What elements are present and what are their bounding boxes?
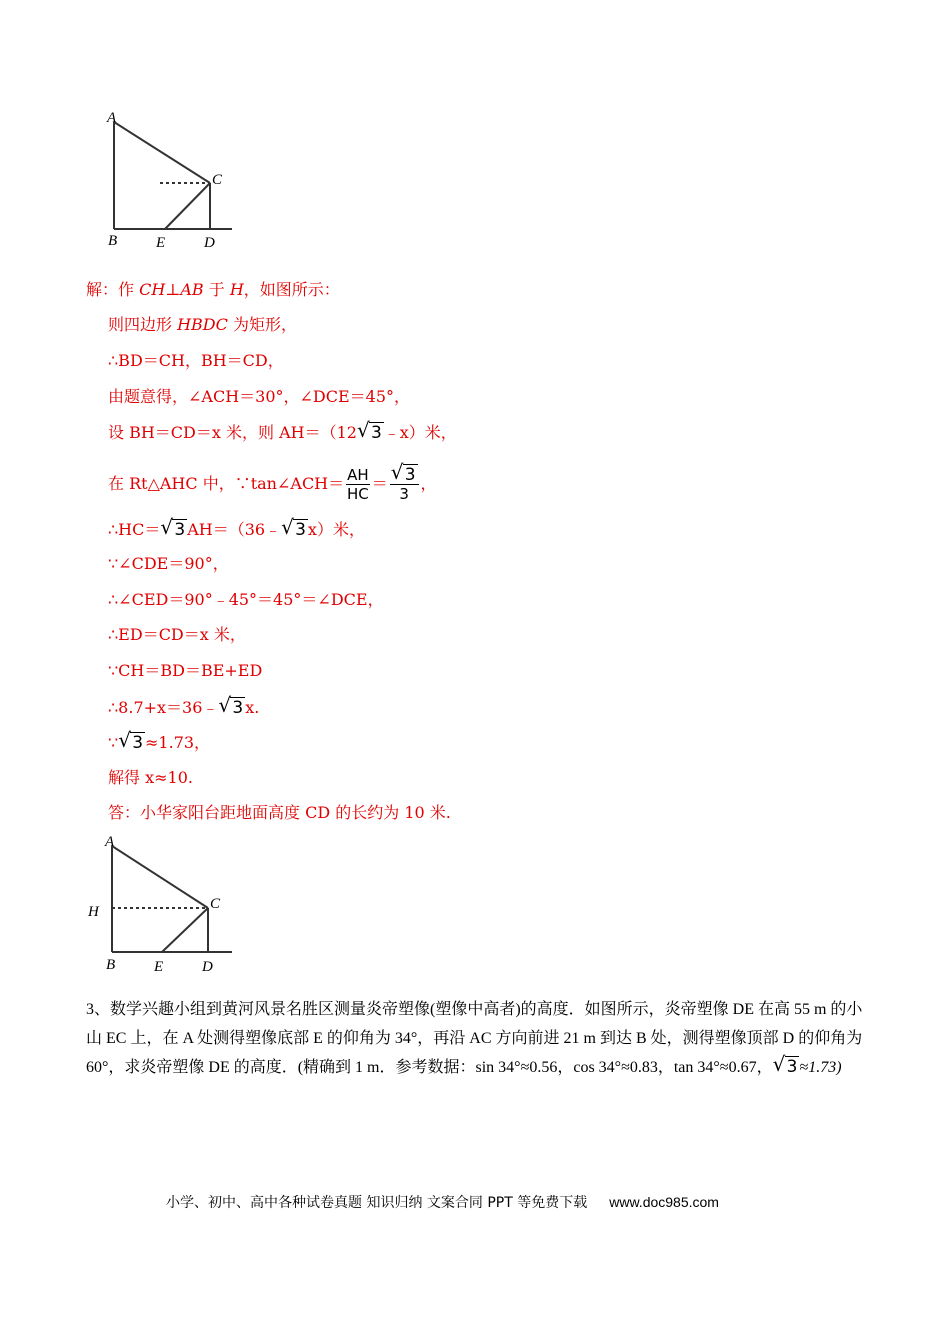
question-3 — [86, 995, 876, 1082]
footer-text: 小学、初中、高中各种试卷真题 知识归纳 文案合同 PPT 等免费下载 — [166, 1195, 588, 1211]
footer-url: www.doc985.com — [609, 1194, 719, 1210]
fraction-ah-hc: $\frac{AH}{HC}$ — [347, 466, 369, 503]
label-e: E — [154, 959, 164, 975]
solution-answer: 答：小华家阳台距地面高度 CD 的长约为 10 米. — [108, 803, 451, 822]
solution-line-11: ∵CH＝BD＝BE+ED — [108, 661, 263, 680]
label-d: D — [202, 959, 213, 975]
label-b: B — [108, 233, 118, 249]
label-d: D — [204, 235, 215, 251]
label-h: H — [88, 904, 99, 920]
solution-line-10: ∴ED＝CD＝x 米， — [108, 625, 246, 644]
label-a: A — [107, 110, 117, 126]
solution-line-6: 在 Rt△AHC 中，∵tan∠ACH＝ $\frac{AH}{HC}$ ＝ √ $\frac{3}{3}$ ， — [108, 466, 437, 503]
solution-line-8: ∵∠CDE＝90°， — [108, 554, 229, 573]
solution-line-9: ∴∠CED＝90°﹣45°＝45°＝∠DCE， — [108, 590, 384, 609]
solution-line-13: ∵√ 3 ≈1.73， — [108, 733, 210, 753]
figure-2 — [84, 832, 244, 977]
label-b: B — [106, 957, 116, 973]
fraction-sqrt3-3: √ $\frac{3}{3}$ — [390, 466, 419, 503]
label-a: A — [105, 834, 115, 850]
solution-line-14: 解得 x≈10. — [108, 768, 193, 787]
solution-line-2: 则四边形 HBDC 为矩形， — [108, 315, 297, 334]
question-3-tail: ≈1.73) — [799, 1059, 842, 1076]
sqrt-3: √ 3 — [773, 1053, 800, 1082]
solution-line-7: ∴HC＝√ 3 AH＝（36﹣√ 3 x）米， — [108, 520, 365, 540]
solution-line-5: 设 BH＝CD＝x 米，则 AH＝（12√ 3 ﹣x）米， — [108, 423, 457, 443]
solution-line-3: ∴BD＝CH，BH＝CD， — [108, 351, 284, 370]
solution-line-12: ∴8.7+x＝36﹣√ 3 x. — [108, 698, 259, 718]
question-3-text: 3、数学兴趣小组到黄河风景名胜区测量炎帝塑像(塑像中高者)的高度．如图所示，炎帝塑像 DE 在高 55 m 的小山 EC 上，在 A 处测得塑像底部 E 的仰角为 34°，再沿 AC 方向前进 21 m 到达 B 处，测得塑像顶部 D 的仰角为 60°，求炎帝塑像 DE 的高度．(精确到 1 m．参考数据：sin 34°≈0.56，cos 34°≈0.83，tan 34°≈0.67， — [86, 1001, 863, 1076]
label-c: C — [210, 896, 221, 912]
page-footer — [166, 1192, 719, 1212]
figure-1 — [100, 108, 240, 253]
label-c: C — [212, 172, 223, 188]
label-e: E — [156, 235, 166, 251]
solution-line-1: 解：作 CH⊥AB 于 H，如图所示： — [86, 280, 340, 299]
sqrt-3: √ 3 — [357, 423, 384, 443]
solution-line-4: 由题意得，∠ACH＝30°，∠DCE＝45°， — [108, 387, 411, 406]
